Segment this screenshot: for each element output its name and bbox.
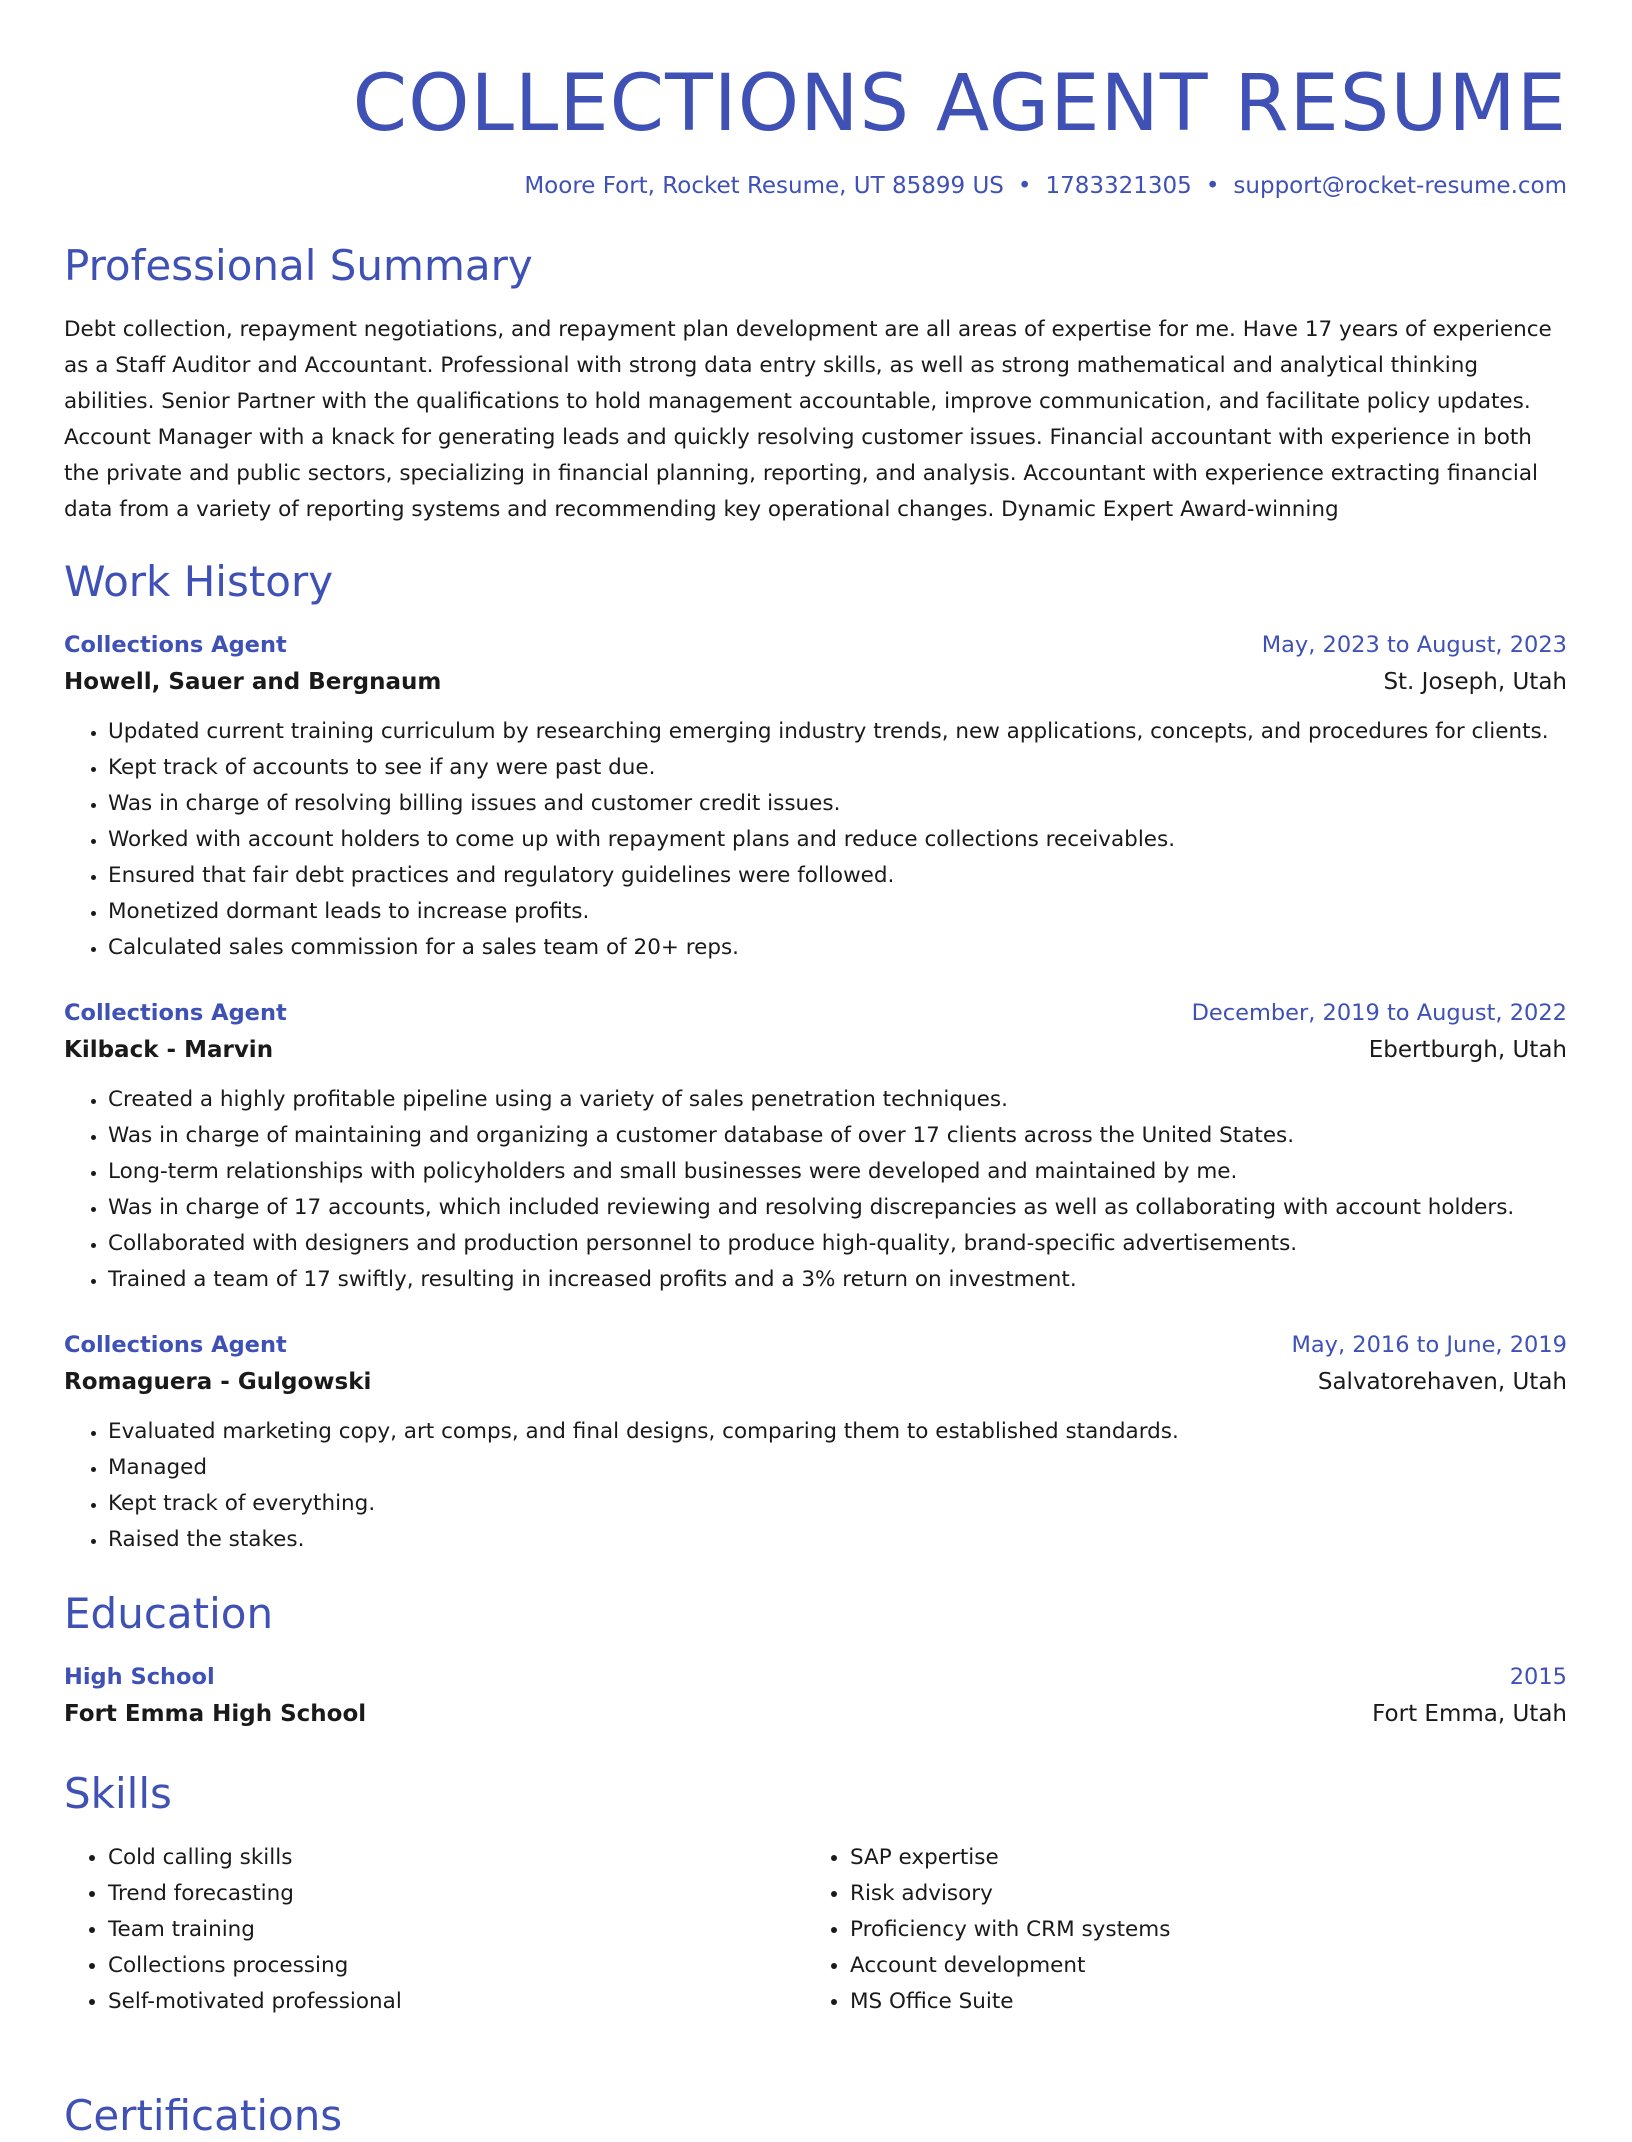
job-bullet: • Created a highly profitable pipeline using a variety of sales penetration techniques.	[108, 1082, 1567, 1118]
skills-column-right	[806, 1840, 1550, 2020]
job-title: Collections Agent	[64, 1332, 287, 1358]
skill-item: • Cold calling skills	[108, 1840, 806, 1876]
job-bullet: • Long-term relationships with policyholders and small businesses were developed and maintained by me.	[108, 1154, 1567, 1190]
job-entry	[64, 996, 1567, 1298]
job-title: Collections Agent	[64, 632, 287, 658]
skill-item: • Trend forecasting	[108, 1876, 806, 1912]
company-name: Howell, Sauer and Bergnaum	[64, 669, 442, 695]
job-bullet: • Collaborated with designers and production personnel to produce high-quality, brand-specific advertisements.	[108, 1226, 1567, 1262]
job-bullet: • Managed	[108, 1450, 1567, 1486]
job-bullet: • Monetized dormant leads to increase profits.	[108, 894, 1567, 930]
skills-column-left	[64, 1840, 806, 2020]
contact-email[interactable]: support@rocket-resume.com	[1233, 173, 1567, 199]
skills-list	[64, 1840, 1567, 2020]
job-bullet: • Was in charge of maintaining and organizing a customer database of over 17 clients across the United States.	[108, 1118, 1567, 1154]
job-bullet: • Ensured that fair debt practices and regulatory guidelines were followed.	[108, 858, 1567, 894]
skill-item: • Risk advisory	[850, 1876, 1550, 1912]
job-dates: December, 2019 to August, 2022	[1191, 1000, 1567, 1026]
skill-item: • MS Office Suite	[850, 1984, 1550, 2020]
job-bullet: • Kept track of accounts to see if any were past due.	[108, 750, 1567, 786]
job-dates: May, 2016 to June, 2019	[1291, 1332, 1567, 1358]
resume-title: COLLECTIONS AGENT RESUME	[352, 59, 1567, 149]
contact-separator: •	[1205, 173, 1220, 199]
job-location: Ebertburgh, Utah	[1368, 1037, 1567, 1063]
job-bullets	[64, 714, 1567, 966]
job-bullets	[64, 1082, 1567, 1298]
skill-item: • Proficiency with CRM systems	[850, 1912, 1550, 1948]
job-bullet: • Calculated sales commission for a sales team of 20+ reps.	[108, 930, 1567, 966]
company-name: Kilback - Marvin	[64, 1037, 274, 1063]
job-bullet: • Trained a team of 17 swiftly, resulting in increased profits and a 3% return on investment.	[108, 1262, 1567, 1298]
contact-phone: 1783321305	[1045, 173, 1192, 199]
contact-separator: •	[1017, 173, 1032, 199]
contact-line	[64, 170, 1567, 202]
education-heading: Education	[64, 1589, 274, 1638]
skill-item: • Collections processing	[108, 1948, 806, 1984]
contact-address: Moore Fort, Rocket Resume, UT 85899 US	[524, 173, 1004, 199]
resume-page	[64, 0, 1567, 2020]
skill-item: • Self-motivated professional	[108, 1984, 806, 2020]
job-location: Salvatorehaven, Utah	[1317, 1369, 1567, 1395]
job-entry	[64, 628, 1567, 966]
summary-text: Debt collection, repayment negotiations, and repayment plan development are all areas of expertise for me. Have 17 years of experience as a Staff Auditor and Accountant. Professional with strong data entry skills, as well as strong mathematical and analytical thinking abilities. Senior Partner with the qualifications to hold management accountable, improve communication, and facilitate policy updates. Account Manager with a knack for generating leads and quickly resolving customer issues. Financial accountant with experience in both the private and public sectors, specializing in financial planning, reporting, and analysis. Accountant with experience extracting financial data from a variety of reporting systems and recommending key operational changes. Dynamic Expert Award-winning	[64, 317, 1552, 522]
job-title: Collections Agent	[64, 1000, 287, 1026]
job-bullets	[64, 1414, 1567, 1558]
skill-item: • SAP expertise	[850, 1840, 1550, 1876]
skills-heading: Skills	[64, 1769, 172, 1818]
work-history-heading: Work History	[64, 557, 334, 606]
job-dates: May, 2023 to August, 2023	[1261, 632, 1567, 658]
skill-item: • Team training	[108, 1912, 806, 1948]
job-bullet: • Updated current training curriculum by researching emerging industry trends, new applications, concepts, and procedures for clients.	[108, 714, 1567, 750]
summary-heading: Professional Summary	[64, 241, 533, 290]
education-entry	[64, 1660, 1567, 1734]
job-entry	[64, 1328, 1567, 1558]
job-bullet: • Kept track of everything.	[108, 1486, 1567, 1522]
graduation-year: 2015	[1509, 1664, 1567, 1690]
company-name: Romaguera - Gulgowski	[64, 1369, 372, 1395]
job-bullet: • Worked with account holders to come up with repayment plans and reduce collections receivables.	[108, 822, 1567, 858]
skill-item: • Account development	[850, 1948, 1550, 1984]
degree: High School	[64, 1664, 215, 1690]
job-bullet: • Evaluated marketing copy, art comps, and final designs, comparing them to established standards.	[108, 1414, 1567, 1450]
job-bullet: • Was in charge of 17 accounts, which included reviewing and resolving discrepancies as well as collaborating with account holders.	[108, 1190, 1567, 1226]
job-location: St. Joseph, Utah	[1383, 669, 1567, 695]
job-bullet: • Was in charge of resolving billing issues and customer credit issues.	[108, 786, 1567, 822]
school-location: Fort Emma, Utah	[1372, 1701, 1567, 1727]
next-section-heading: Certifications	[64, 2091, 343, 2140]
school-name: Fort Emma High School	[64, 1701, 367, 1727]
job-bullet: • Raised the stakes.	[108, 1522, 1567, 1558]
